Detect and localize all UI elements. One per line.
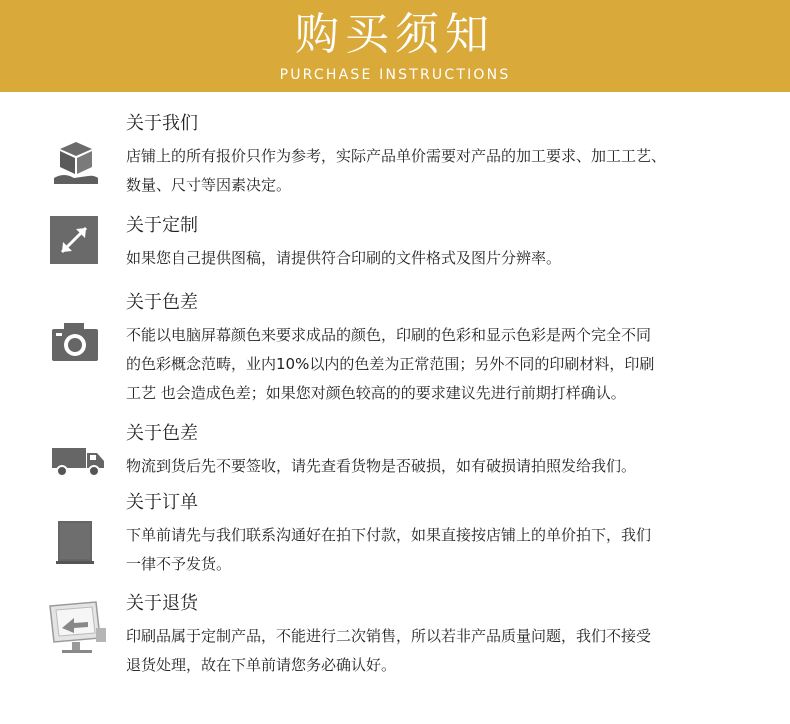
box-hand-icon xyxy=(50,140,102,188)
camera-icon xyxy=(50,321,100,363)
page-subtitle: PURCHASE INSTRUCTIONS xyxy=(279,67,511,83)
body-line: 物流到货后先不要签收，请先查看货物是否破损，如有破损请拍照发给我们。 xyxy=(126,457,637,475)
body-line: 不能以电脑屏幕颜色来要求成品的颜色，印刷的色彩和显示色彩是两个完全不同 xyxy=(126,326,652,344)
section-body xyxy=(126,142,746,200)
section-title: 关于订单 xyxy=(126,492,198,513)
truck-icon xyxy=(50,444,106,478)
section-title: 关于色差 xyxy=(126,292,198,313)
section-body xyxy=(126,321,746,408)
section-body xyxy=(126,521,746,579)
section-title: 关于我们 xyxy=(126,113,198,134)
monitor-return-icon xyxy=(46,600,108,656)
section-title: 关于定制 xyxy=(126,215,198,236)
body-line: 印刷品属于定制产品，不能进行二次销售，所以若非产品质量问题，我们不接受 xyxy=(126,627,652,645)
page-title: 购买须知 xyxy=(295,9,495,60)
body-line: 的色彩概念范畴，业内10%以内的色差为正常范围；另外不同的印刷材料，印刷 xyxy=(126,355,655,373)
body-line: 一律不予发货。 xyxy=(126,555,232,573)
body-line: 退货处理，故在下单前请您务必确认好。 xyxy=(126,656,397,674)
section-body xyxy=(126,622,746,680)
header-banner xyxy=(0,0,790,92)
document-icon xyxy=(50,517,100,567)
section-body xyxy=(126,452,746,481)
section-title: 关于退货 xyxy=(126,593,198,614)
resize-arrow-icon xyxy=(50,216,98,264)
body-line: 店铺上的所有报价只作为参考，实际产品单价需要对产品的加工要求、加工工艺、 xyxy=(126,147,667,165)
section-title: 关于色差 xyxy=(126,423,198,444)
body-line: 工艺 也会造成色差；如果您对颜色较高的的要求建议先进行前期打样确认。 xyxy=(126,384,626,402)
section-body xyxy=(126,244,746,273)
body-line: 数量、尺寸等因素决定。 xyxy=(126,176,292,194)
body-line: 如果您自己提供图稿，请提供符合印刷的文件格式及图片分辨率。 xyxy=(126,249,562,267)
body-line: 下单前请先与我们联系沟通好在拍下付款，如果直接按店铺上的单价拍下，我们 xyxy=(126,526,652,544)
